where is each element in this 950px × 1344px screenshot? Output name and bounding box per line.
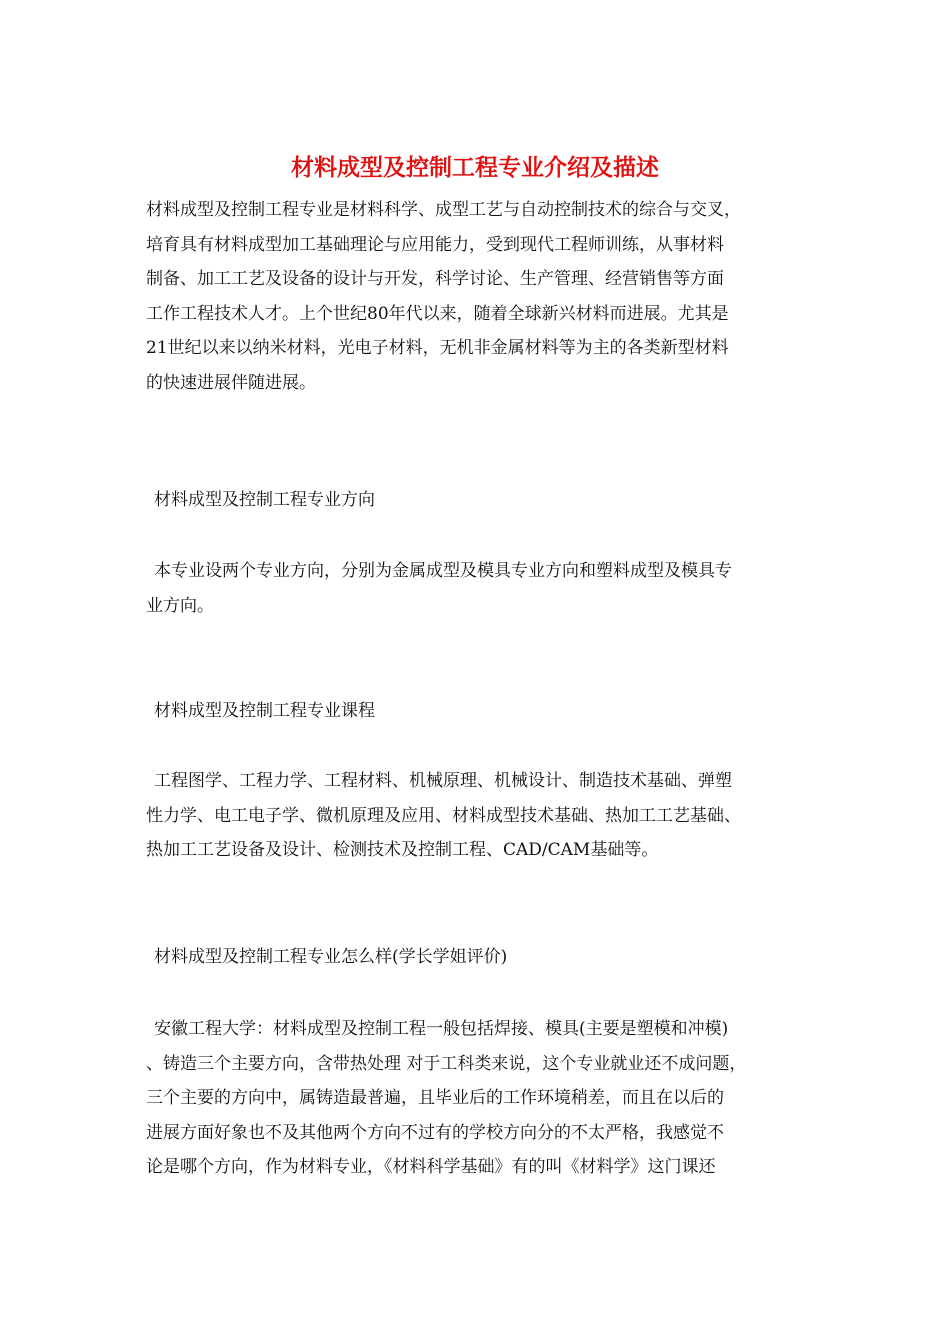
intro-paragraph [146,193,810,400]
section-heading-courses: 材料成型及控制工程专业课程 [154,701,375,721]
intro-line: 工作工程技术人才。上个世纪80年代以来，随着全球新兴材料而进展。尤其是 [146,303,729,324]
direction-line: 本专业设两个专业方向，分别为金属成型及模具专业方向和塑料成型及模具专 [154,561,732,581]
review-heading-block [146,940,810,975]
courses-line: 热加工工艺设备及设计、检测技术及控制工程、CAD/CAM基础等。 [146,840,659,860]
direction-heading-block [146,483,810,518]
intro-line: 制备、加工工艺及设备的设计与开发，科学讨论、生产管理、经营销售等方面 [146,269,724,289]
courses-line: 工程图学、工程力学、工程材料、机械原理、机械设计、制造技术基础、弹塑 [154,771,732,791]
intro-line: 的快速进展伴随进展。 [146,372,316,393]
intro-line: 材料成型及控制工程专业是材料科学、成型工艺与自动控制技术的综合与交叉， [146,200,741,220]
courses-heading-block [146,694,810,729]
review-paragraph [146,1012,810,1185]
section-heading-review: 材料成型及控制工程专业怎么样(学长学姐评价) [154,947,508,967]
review-line: 安徽工程大学：材料成型及控制工程一般包括焊接、模具(主要是塑模和冲模) [154,1019,729,1039]
document-title: 材料成型及控制工程专业介绍及描述 [291,154,659,181]
review-line: 三个主要的方向中，属铸造最普遍，且毕业后的工作环境稍差，而且在以后的 [146,1088,724,1108]
intro-line: 培育具有材料成型加工基础理论与应用能力，受到现代工程师训练，从事材料 [146,234,724,255]
courses-line: 性力学、电工电子学、微机原理及应用、材料成型技术基础、热加工工艺基础、 [146,805,741,826]
section-heading-direction: 材料成型及控制工程专业方向 [154,490,375,510]
review-line: 进展方面好象也不及其他两个方向不过有的学校方向分的不太严格，我感觉不 [146,1122,724,1143]
intro-line: 21世纪以来以纳米材料，光电子材料，无机非金属材料等为主的各类新型材料 [146,338,729,358]
courses-paragraph [146,764,810,868]
review-line: 论是哪个方向，作为材料专业，《材料科学基础》有的叫《材料学》这门课还 [146,1157,716,1177]
direction-line: 业方向。 [146,595,214,616]
direction-paragraph [146,554,810,623]
review-line: 、铸造三个主要方向，含带热处理 对于工科类来说，这个专业就业还不成问题， [146,1053,747,1074]
